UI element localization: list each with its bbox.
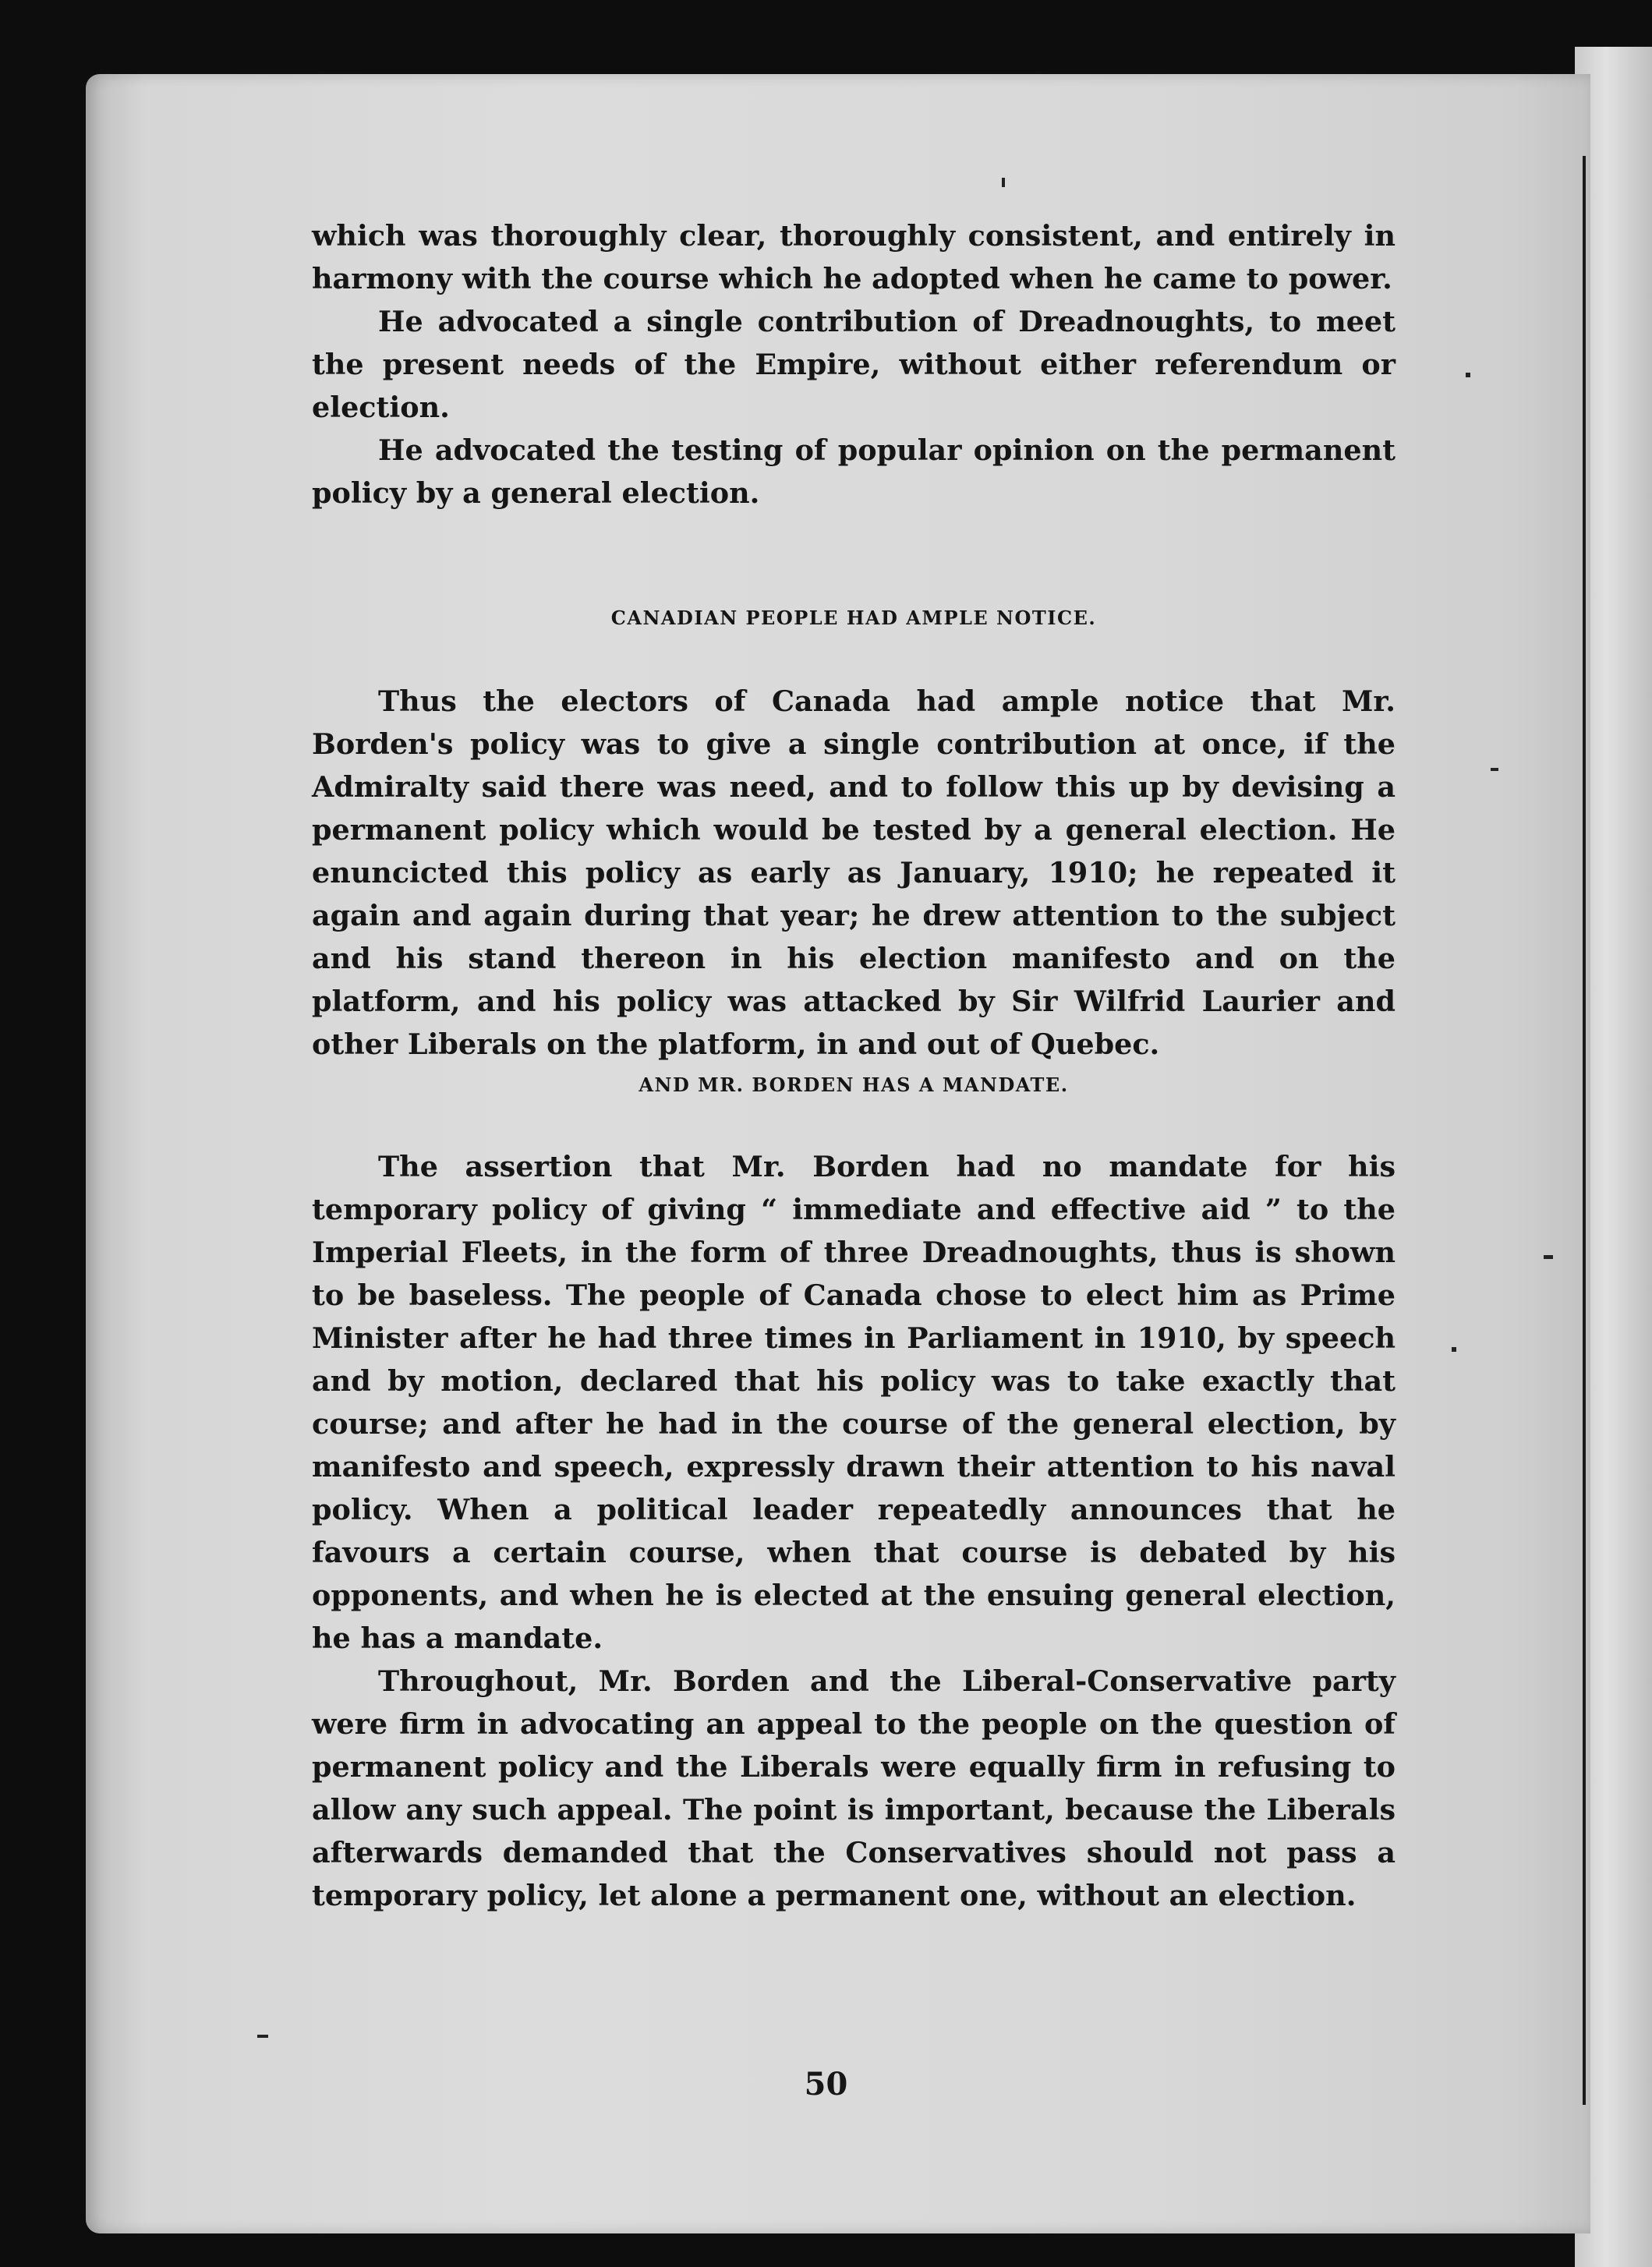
paragraph-continuation: which was thoroughly clear, thoroughly consistent, and entirely in harmony with the course which he adopted when he came to power. — [312, 219, 1396, 295]
scan-speck — [257, 2035, 268, 2038]
page-number: 50 — [804, 2066, 848, 2103]
paragraph: Thus the electors of Canada had ample notice that Mr. Borden's policy was to give a single contribution at once, if the Admiralty said there was need, and to follow this up by devising a permanent policy which would be tested by a general election. He enuncicted this policy as early as January, 1910; he repeated it again and again during that year; he drew attention to the subject and his stand thereon in his election manifesto and on the platform, and his policy was attacked by Sir Wilfrid Laurier and other Liberals on the platform, in and out of Quebec. — [312, 684, 1396, 1061]
binding-shadow-line — [1583, 156, 1586, 2105]
paragraph: He advocated a single contribution of Dreadnoughts, to meet the present needs of the Empire, without either referendum or election. — [312, 305, 1396, 424]
paragraph: He advocated the testing of popular opinion on the permanent policy by a general election. — [312, 433, 1396, 510]
scan-speck — [1491, 768, 1498, 771]
document-body — [312, 214, 1396, 1917]
scan-speck — [1544, 1255, 1553, 1259]
section-heading: CANADIAN PEOPLE HAD AMPLE NOTICE. — [610, 607, 1097, 629]
scan-speck — [1002, 178, 1005, 187]
scan-speck — [1466, 373, 1470, 377]
paragraph: Throughout, Mr. Borden and the Liberal-Conservative party were firm in advocating an appeal to the people on the question of permanent policy and the Liberals were equally firm in refusing to allow any such appeal. The point is important, because the Liberals afterwards demanded that the Conservatives should not pass a temporary policy, let alone a permanent one, without an election. — [312, 1664, 1396, 1912]
paragraph: The assertion that Mr. Borden had no mandate for his temporary policy of giving “ immediate and effective aid ” to the Imperial Fleets, in the form of three Dreadnoughts, thus is shown to be baseless. The people of Canada chose to elect him as Prime Minister after he had three times in Parliament in 1910, by speech and by motion, declared that his policy was to take exactly that course; and after he had in the course of the general election, by manifesto and speech, expressly drawn their attention to his naval policy. When a political leader repeatedly announces that he favours a certain course, when that course is debated by his opponents, and when he is elected at the ensuing general election, he has a mandate. — [312, 1150, 1396, 1655]
section-heading: AND MR. BORDEN HAS A MANDATE. — [639, 1073, 1069, 1096]
scan-speck — [1452, 1347, 1456, 1352]
